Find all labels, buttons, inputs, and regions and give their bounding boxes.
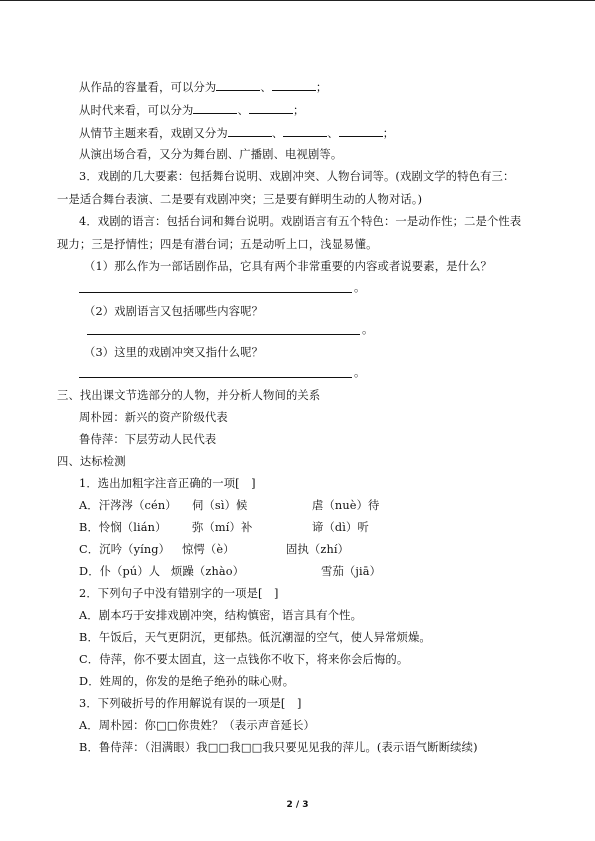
fill-blank xyxy=(283,125,327,137)
question-3-option-a[interactable]: A．周朴园：你□□你贵姓？（表示声音延长） xyxy=(79,719,316,732)
option-item: D．仆（pú）人 xyxy=(79,565,161,578)
page-number: 2 / 3 xyxy=(286,800,309,810)
question-1-stem: 1．选出加粗字注音正确的一项[ ] xyxy=(79,477,256,490)
answer-end-2: 。 xyxy=(362,323,374,336)
answer-line-2[interactable] xyxy=(87,334,360,335)
question-2-option-c[interactable]: C．侍萍，你不要太固直，这一点钱你不收下，将来你会后悔的。 xyxy=(79,653,409,666)
fill-blank xyxy=(216,79,260,91)
separator: 、 xyxy=(327,127,339,140)
option-item: 虐（nuè）待 xyxy=(312,499,380,512)
question-3-stem: 3．下列破折号的作用解说有误的一项是[ ] xyxy=(79,697,302,710)
line-end: ； xyxy=(315,81,328,94)
answer-end-1: 。 xyxy=(354,281,366,294)
line-end: ； xyxy=(292,104,305,117)
option-item: A．汗涔涔（cén） xyxy=(79,499,177,512)
option-item: 弥（mí）补 xyxy=(192,521,253,534)
line-text: 从作品的容量看，可以分为 xyxy=(79,81,217,94)
sub-question-1: （1）那么作为一部话剧作品，它具有两个非常重要的内容或者说要素，是什么？ xyxy=(84,260,492,273)
classification-line-venue: 从演出场合看，又分为舞台剧、广播剧、电视剧等。 xyxy=(79,148,343,161)
question-2-option-d[interactable]: D．姓周的，你发的是绝子绝孙的昧心财。 xyxy=(79,675,295,688)
question-1-option-c[interactable] xyxy=(79,543,349,557)
classification-line-capacity xyxy=(79,79,327,95)
separator: 、 xyxy=(237,104,249,117)
question-2-option-a[interactable]: A．剧本巧于安排戏剧冲突，结构慎密，语言具有个性。 xyxy=(79,609,363,622)
option-item: B．怜悯（lián） xyxy=(79,521,167,534)
option-item: 烦躁（zhào） xyxy=(171,565,245,578)
fill-blank xyxy=(228,125,272,137)
classification-line-theme xyxy=(79,125,394,141)
classification-line-era xyxy=(79,102,304,118)
answer-end-3: 。 xyxy=(354,366,366,379)
fill-blank xyxy=(272,79,316,91)
option-item: C．沉吟（yíng） xyxy=(79,543,171,556)
fill-blank xyxy=(249,102,293,114)
drama-elements-paragraph: 3．戏剧的几大要素：包括舞台说明、戏剧冲突、人物台词等。(戏剧文学的特色有三： xyxy=(79,170,515,183)
line-text: 从时代来看，可以分为 xyxy=(79,104,194,117)
question-2-option-b[interactable]: B．午饭后，天气更阴沉，更郁热。低沉潮湿的空气，使人异常烦燥。 xyxy=(79,631,431,644)
section-3-heading: 三、找出课文节选部分的人物，并分析人物间的关系 xyxy=(57,389,321,402)
option-item: 惊愕（è） xyxy=(182,543,235,556)
line-text: 从情节主题来看，戏剧又分为 xyxy=(79,127,228,140)
character-zhou-puyuan: 周朴园：新兴的资产阶级代表 xyxy=(79,411,228,424)
answer-line-1[interactable] xyxy=(79,292,352,293)
question-1-option-a[interactable] xyxy=(79,499,379,513)
character-lu-shiping: 鲁侍萍：下层劳动人民代表 xyxy=(79,433,217,446)
answer-line-3[interactable] xyxy=(79,377,352,378)
question-1-option-b[interactable] xyxy=(79,521,369,535)
option-item: 伺（sì）候 xyxy=(192,499,248,512)
question-2-stem: 2．下列句子中没有错别字的一项是[ ] xyxy=(79,587,279,600)
drama-language-paragraph-cont: 现力；三是抒情性；四是有潜台词；五是动听上口，浅显易懂。 xyxy=(57,238,378,251)
drama-language-paragraph: 4．戏剧的语言：包括台词和舞台说明。戏剧语言有五个特色：一是动作性；二是个性表 xyxy=(79,215,522,228)
option-item: 固执（zhí） xyxy=(286,543,350,556)
question-1-option-d[interactable] xyxy=(79,565,381,579)
question-3-option-b[interactable]: B．鲁侍萍：（泪满眼）我□□我□□我只要见见我的萍儿。(表示语气断断续续) xyxy=(79,741,478,754)
option-item: 雪茄（jiā） xyxy=(321,565,382,578)
fill-blank xyxy=(193,102,237,114)
fill-blank xyxy=(339,125,383,137)
section-4-heading: 四、达标检测 xyxy=(57,455,126,468)
drama-elements-paragraph-cont: 一是适合舞台表演、二是要有戏剧冲突；三是要有鲜明生动的人物对话。) xyxy=(57,193,423,206)
option-item: 谛（dì）听 xyxy=(312,521,369,534)
separator: 、 xyxy=(260,81,272,94)
line-end: ； xyxy=(382,127,395,140)
sub-question-2: （2）戏剧语言又包括哪些内容呢？ xyxy=(84,305,264,318)
separator: 、 xyxy=(271,127,284,140)
sub-question-3: （3）这里的戏剧冲突又指什么呢？ xyxy=(84,346,264,359)
